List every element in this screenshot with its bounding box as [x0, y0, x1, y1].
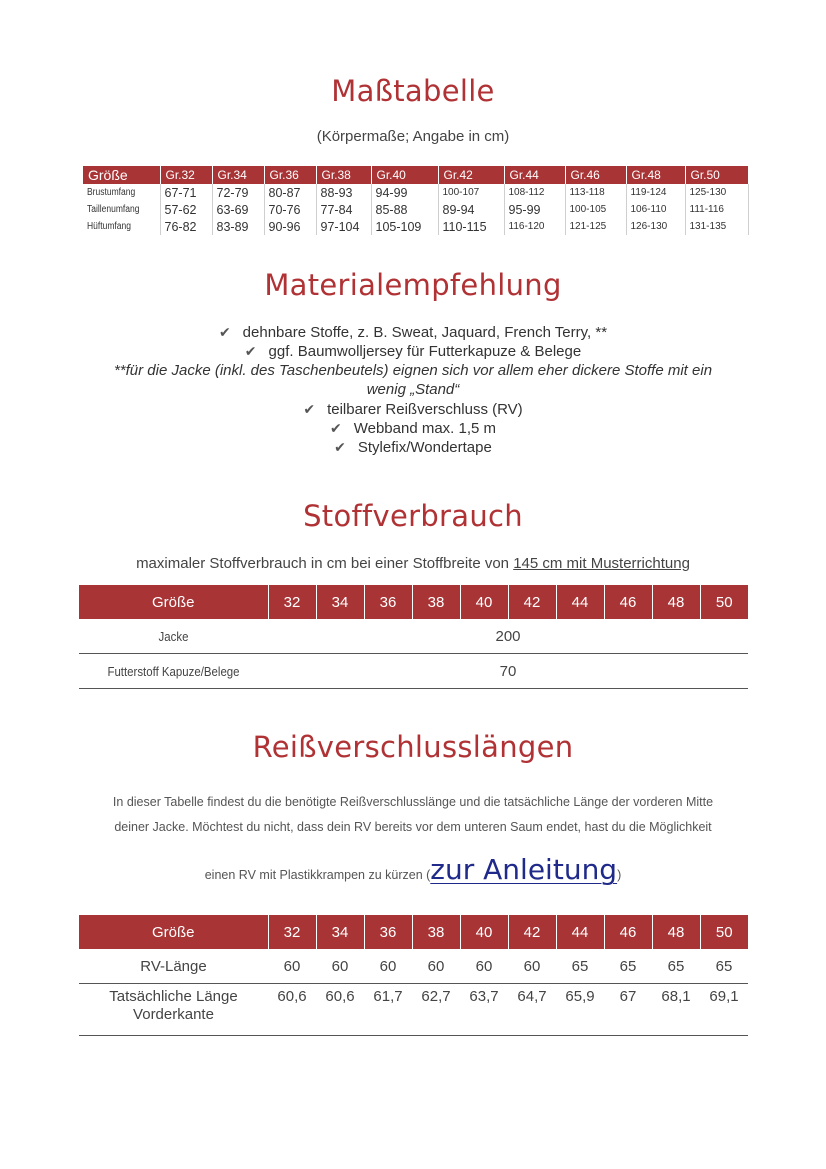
table-cell: 63,7 — [460, 984, 508, 1036]
column-header: 48 — [652, 585, 700, 619]
table-cell: 67-71 — [160, 184, 212, 201]
check-icon: ✔ — [218, 324, 231, 340]
heading-masstabelle: Maßtabelle — [331, 74, 495, 108]
table-cell: 64,7 — [508, 984, 556, 1036]
stoff-intro-underlined: 145 cm mit Musterrichtung — [513, 555, 690, 572]
table-cell: 63-69 — [212, 201, 264, 218]
table-row — [83, 201, 748, 218]
stoff-intro — [0, 555, 826, 572]
row-label — [79, 984, 268, 1036]
row-label: RV-Länge — [79, 949, 268, 984]
table-row — [79, 619, 748, 654]
table-cell: 89-94 — [438, 201, 504, 218]
table-cell: 97-104 — [316, 218, 371, 235]
table-cell: 65 — [556, 949, 604, 984]
row-label-line: Vorderkante — [133, 1006, 214, 1023]
table-cell: 60 — [412, 949, 460, 984]
table-cell: 111-116 — [685, 201, 748, 218]
material-item — [0, 342, 826, 361]
table-cell: 105-109 — [371, 218, 438, 235]
material-item-label: teilbarer Reißverschluss (RV) — [327, 401, 523, 418]
column-header: Gr.40 — [371, 166, 438, 184]
table-row — [83, 218, 748, 235]
table-cell: 65 — [700, 949, 748, 984]
material-note: **für die Jacke (inkl. des Taschenbeutels) eignen sich vor allem eher dickere Stoffe mit ein — [113, 362, 713, 379]
stoff-table — [79, 585, 748, 689]
table-cell: 113-118 — [565, 184, 626, 201]
heading-reissverschlusslaengen: Reißverschlusslängen — [252, 730, 574, 764]
table-row — [79, 654, 748, 689]
column-header: 34 — [316, 585, 364, 619]
table-cell: 95-99 — [504, 201, 565, 218]
material-item-label: dehnbare Stoffe, z. B. Sweat, Jaquard, French Terry, ** — [242, 324, 608, 341]
column-header: 48 — [652, 915, 700, 949]
masstabelle-header-row — [83, 166, 748, 184]
row-label: Futterstoff Kapuze/Belege — [90, 654, 256, 689]
masstabelle-subtitle: (Körpermaße; Angabe in cm) — [316, 128, 510, 145]
rv-paragraph-text: ) — [617, 868, 622, 882]
table-cell: 76-82 — [160, 218, 212, 235]
column-header: 38 — [412, 585, 460, 619]
material-item-label: ggf. Baumwolljersey für Futterkapuze & Belege — [268, 343, 582, 360]
column-header: Gr.34 — [212, 166, 264, 184]
table-cell: 80-87 — [264, 184, 316, 201]
table-cell: 70-76 — [264, 201, 316, 218]
check-icon: ✔ — [334, 439, 346, 455]
material-item-label: Webband max. 1,5 m — [353, 420, 497, 437]
column-header: Größe — [79, 915, 268, 949]
column-header: 50 — [700, 585, 748, 619]
table-row — [79, 949, 748, 984]
table-row — [83, 184, 748, 201]
material-note: wenig „Stand“ — [366, 381, 460, 398]
tutorial-link[interactable]: zur Anleitung — [430, 853, 618, 886]
column-header: Gr.42 — [438, 166, 504, 184]
column-header: Größe — [79, 585, 268, 619]
table-cell: 90-96 — [264, 218, 316, 235]
column-header: 32 — [268, 585, 316, 619]
table-cell: 125-130 — [685, 184, 748, 201]
material-item — [0, 400, 826, 419]
stoff-intro-text: maximaler Stoffverbrauch in cm bei einer Stoffbreite von — [136, 555, 514, 572]
check-icon: ✔ — [244, 343, 257, 359]
table-cell: 77-84 — [316, 201, 371, 218]
material-item-label: Stylefix/Wondertape — [357, 439, 492, 456]
rv-paragraph-line: deiner Jacke. Möchtest du nicht, dass dein RV bereits vor dem unteren Saum endet, hast du die Möglichkeit — [114, 820, 712, 834]
table-cell: 100-105 — [565, 201, 626, 218]
table-cell: 126-130 — [626, 218, 685, 235]
column-header: 44 — [556, 585, 604, 619]
table-cell: 121-125 — [565, 218, 626, 235]
row-label: Taillenumfang — [87, 204, 140, 215]
table-cell: 94-99 — [371, 184, 438, 201]
column-header: 42 — [508, 585, 556, 619]
check-icon: ✔ — [329, 420, 342, 436]
column-header: 36 — [364, 585, 412, 619]
stoff-header-row — [79, 585, 748, 619]
column-header: Gr.32 — [160, 166, 212, 184]
table-cell: 60 — [268, 949, 316, 984]
row-label: Brustumfang — [87, 187, 136, 198]
column-header: 50 — [700, 915, 748, 949]
rv-table — [79, 915, 748, 1036]
row-label: Jacke — [90, 619, 256, 654]
rv-paragraph-text: einen RV mit Plastikkrampen zu kürzen ( — [204, 868, 431, 882]
table-cell: 69,1 — [700, 984, 748, 1036]
table-cell: 57-62 — [160, 201, 212, 218]
heading-materialempfehlung: Materialempfehlung — [264, 268, 562, 302]
table-cell: 85-88 — [371, 201, 438, 218]
rv-paragraph-line — [0, 850, 826, 895]
column-header: 46 — [604, 915, 652, 949]
table-cell: 61,7 — [364, 984, 412, 1036]
row-label: Hüftumfang — [87, 221, 131, 232]
table-cell: 106-110 — [626, 201, 685, 218]
material-item — [0, 419, 826, 438]
column-header: 38 — [412, 915, 460, 949]
heading-stoffverbrauch: Stoffverbrauch — [303, 499, 523, 533]
table-cell: 70 — [268, 654, 748, 689]
column-header: 36 — [364, 915, 412, 949]
table-cell: 67 — [604, 984, 652, 1036]
table-cell: 131-135 — [685, 218, 748, 235]
column-header: 40 — [460, 585, 508, 619]
table-cell: 116-120 — [504, 218, 565, 235]
table-cell: 60 — [364, 949, 412, 984]
table-cell: 65,9 — [556, 984, 604, 1036]
table-cell: 119-124 — [626, 184, 685, 201]
column-header: 40 — [460, 915, 508, 949]
column-header: Gr.48 — [626, 166, 685, 184]
table-cell: 68,1 — [652, 984, 700, 1036]
row-label-line: Tatsächliche Länge — [109, 988, 238, 1005]
table-cell: 65 — [652, 949, 700, 984]
table-cell: 60 — [508, 949, 556, 984]
column-header: 34 — [316, 915, 364, 949]
table-cell: 60,6 — [268, 984, 316, 1036]
column-header: Gr.50 — [685, 166, 748, 184]
table-cell: 110-115 — [438, 218, 504, 235]
column-header: 44 — [556, 915, 604, 949]
table-cell: 60 — [316, 949, 364, 984]
table-row — [79, 984, 748, 1036]
table-cell: 72-79 — [212, 184, 264, 201]
column-header: 42 — [508, 915, 556, 949]
column-header: Gr.36 — [264, 166, 316, 184]
table-cell: 200 — [268, 619, 748, 654]
check-icon: ✔ — [303, 401, 316, 417]
table-cell: 88-93 — [316, 184, 371, 201]
column-header: Gr.38 — [316, 166, 371, 184]
table-cell: 108-112 — [504, 184, 565, 201]
rv-paragraph-line: In dieser Tabelle findest du die benötigte Reißverschlusslänge und die tatsächliche Länge der vorderen Mitte — [112, 795, 714, 809]
table-cell: 60 — [460, 949, 508, 984]
rv-header-row — [79, 915, 748, 949]
column-header: Größe — [83, 166, 160, 184]
column-header: 32 — [268, 915, 316, 949]
table-cell: 60,6 — [316, 984, 364, 1036]
table-cell: 100-107 — [438, 184, 504, 201]
column-header: Gr.46 — [565, 166, 626, 184]
column-header: 46 — [604, 585, 652, 619]
column-header: Gr.44 — [504, 166, 565, 184]
table-cell: 65 — [604, 949, 652, 984]
material-item — [0, 323, 826, 342]
table-cell: 83-89 — [212, 218, 264, 235]
masstabelle-table — [83, 166, 749, 235]
table-cell: 62,7 — [412, 984, 460, 1036]
material-item — [0, 438, 826, 457]
